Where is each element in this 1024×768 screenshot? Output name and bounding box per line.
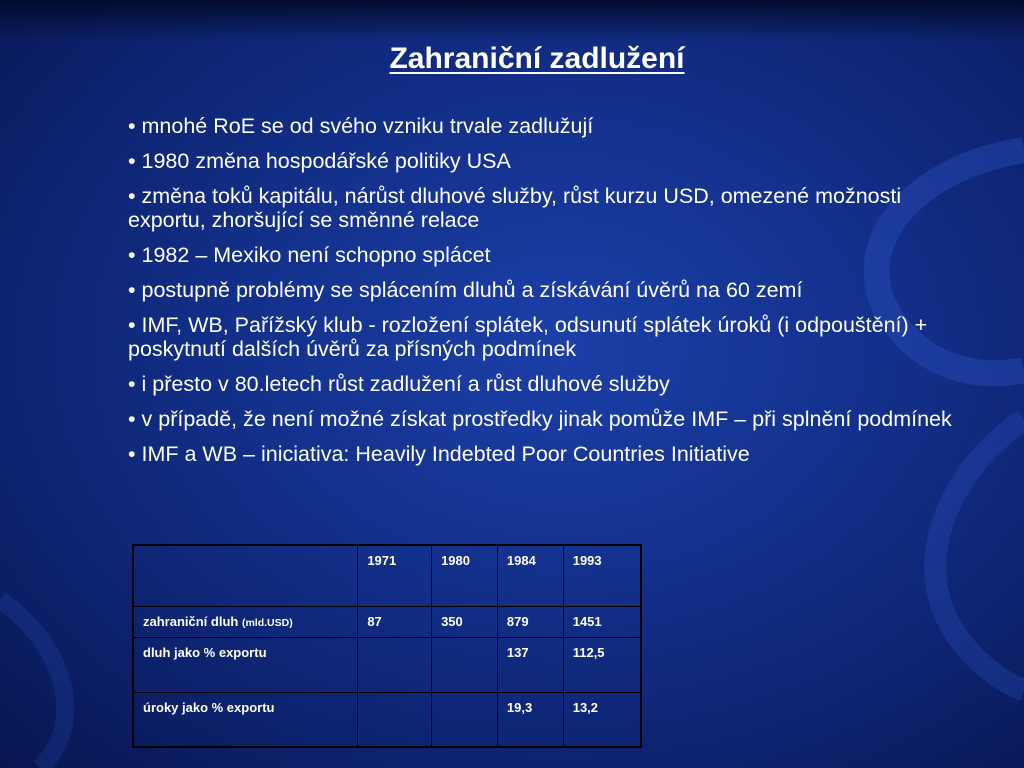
table-header-year: 1984	[497, 545, 563, 606]
table-header-row	[133, 545, 641, 606]
bullet-text: 1980 změna hospodářské politiky USA	[141, 149, 511, 173]
bullet-symbol: •	[128, 407, 136, 431]
bullet-list	[128, 114, 958, 477]
bullet-item	[128, 372, 958, 396]
table-row-label: dluh jako % exportu	[133, 637, 358, 692]
table-corner-cell	[133, 545, 358, 606]
table-row	[133, 637, 641, 692]
table-cell: 350	[432, 606, 498, 637]
table-cell: 87	[358, 606, 432, 637]
bullet-symbol: •	[128, 313, 136, 337]
table-header-year: 1993	[563, 545, 641, 606]
bullet-text: IMF, WB, Pařížský klub - rozložení splátek, odsunutí splátek úroků (i odpouštění) + poskytnutí dalších úvěrů za přísných podmínek	[128, 313, 928, 361]
bullet-item	[128, 442, 958, 466]
table-header-year: 1980	[432, 545, 498, 606]
bullet-symbol: •	[128, 114, 136, 138]
bullet-item	[128, 407, 958, 431]
table-cell	[358, 692, 432, 747]
table-row	[133, 692, 641, 747]
row-label-unit: (mld.USD)	[241, 616, 293, 629]
table-cell: 1451	[563, 606, 641, 637]
table-cell	[358, 637, 432, 692]
table-header-year: 1971	[358, 545, 432, 606]
bullet-item	[128, 278, 958, 302]
bullet-text: postupně problémy se splácením dluhů a získávání úvěrů na 60 zemí	[141, 278, 803, 302]
bullet-text: změna toků kapitálu, nárůst dluhové služby, růst kurzu USD, omezené možnosti exportu, zhoršující se směnné relace	[128, 184, 902, 232]
table-cell: 879	[497, 606, 563, 637]
bullet-symbol: •	[128, 442, 136, 466]
bullet-text: mnohé RoE se od svého vzniku trvale zadlužují	[141, 114, 594, 138]
bullet-item	[128, 149, 958, 173]
table-cell: 13,2	[563, 692, 641, 747]
bullet-item	[128, 114, 958, 138]
table-row-label: úroky jako % exportu	[133, 692, 358, 747]
bullet-symbol: •	[128, 243, 136, 267]
table-row-label	[133, 606, 358, 637]
row-label-text: zahraniční dluh	[143, 613, 239, 629]
table-row	[133, 606, 641, 637]
bullet-symbol: •	[128, 372, 136, 396]
bullet-symbol: •	[128, 278, 136, 302]
table-cell: 19,3	[497, 692, 563, 747]
bullet-text: i přesto v 80.letech růst zadlužení a růst dluhové služby	[141, 372, 670, 396]
bullet-item	[128, 313, 958, 361]
bullet-item	[128, 184, 958, 232]
bullet-item	[128, 243, 958, 267]
bullet-symbol: •	[128, 149, 136, 173]
debt-table	[132, 544, 642, 748]
slide-title: Zahraniční zadlužení	[389, 42, 685, 75]
table-cell: 137	[497, 637, 563, 692]
bullet-text: IMF a WB – iniciativa: Heavily Indebted Poor Countries Initiative	[141, 442, 750, 466]
bullet-text: 1982 – Mexiko není schopno splácet	[141, 243, 491, 267]
bullet-symbol: •	[128, 184, 136, 208]
table-cell: 112,5	[563, 637, 641, 692]
table-cell	[432, 637, 498, 692]
table-cell	[432, 692, 498, 747]
bullet-text: v případě, že není možné získat prostředky jinak pomůže IMF – při splnění podmínek	[141, 407, 952, 431]
